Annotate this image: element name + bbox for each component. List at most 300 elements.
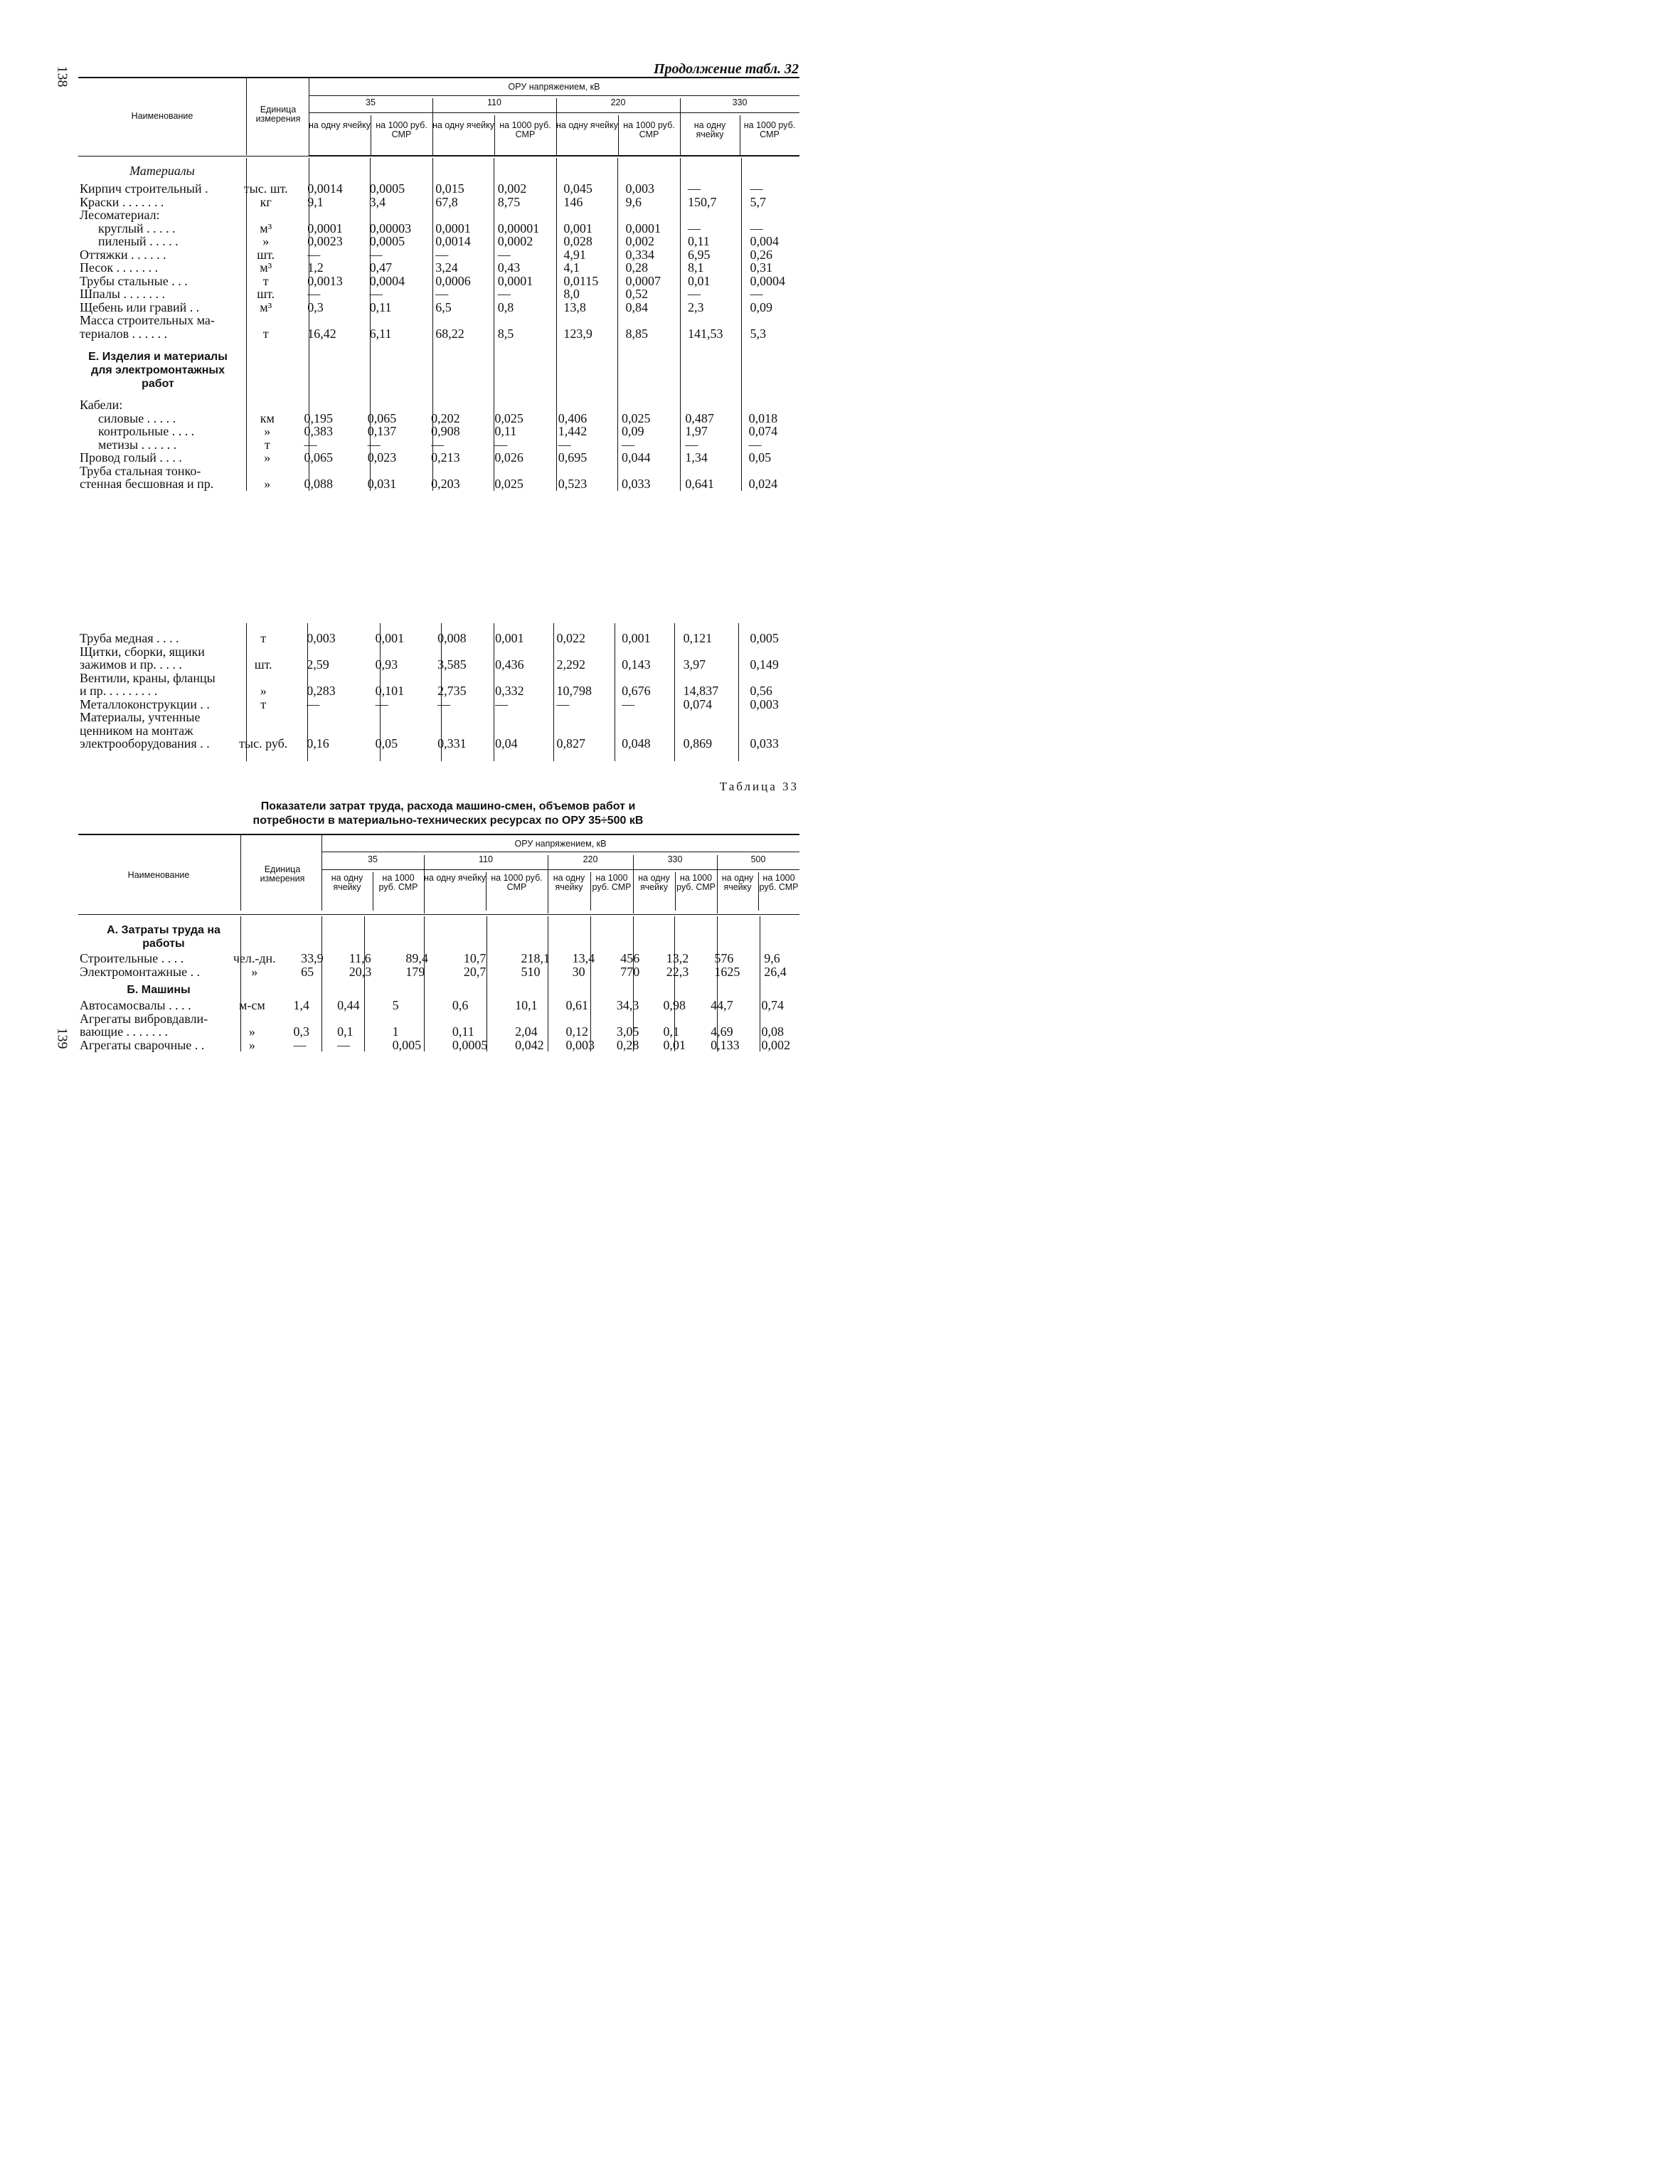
row-value: — — [435, 287, 449, 301]
row-value — [440, 1012, 502, 1026]
row-value: — — [622, 437, 634, 452]
table-row — [78, 465, 799, 478]
table33-header-rule — [78, 914, 799, 915]
row-value: 4,1 — [563, 260, 580, 275]
row-name: Вентили, краны, фланцы — [80, 670, 216, 685]
row-value: 0,003 — [565, 1037, 595, 1052]
data-table — [78, 182, 799, 340]
row-value — [425, 672, 482, 685]
row-value — [675, 314, 737, 327]
row-value — [482, 398, 545, 412]
row-value: 9,6 — [764, 951, 780, 965]
row-value — [613, 314, 675, 327]
table32-rows-materials — [78, 182, 799, 340]
row-unit: т — [262, 326, 269, 341]
row-value: 3,97 — [683, 657, 706, 672]
row-unit: т — [262, 273, 269, 288]
table-row — [78, 182, 799, 196]
row-value: 0,045 — [563, 181, 592, 196]
row-value: 0,1 — [337, 1024, 353, 1039]
table33-body — [78, 916, 799, 1051]
row-value: 0,044 — [622, 450, 651, 465]
row-value: 0,202 — [431, 410, 460, 425]
row-value: 179 — [405, 964, 425, 979]
row-value: 0,133 — [711, 1037, 740, 1052]
row-name: Щебень или гравий . . — [80, 299, 200, 314]
row-value — [482, 711, 543, 724]
divider — [680, 98, 681, 155]
table-row — [78, 425, 799, 438]
row-value: 10,798 — [556, 684, 592, 698]
row-value: 0,0005 — [369, 234, 405, 248]
row-value: 0,002 — [497, 181, 527, 196]
row-unit: шт. — [254, 657, 272, 672]
row-name: Оттяжки . . . . . . — [80, 247, 166, 262]
table-row — [78, 684, 799, 698]
row-value — [363, 711, 425, 724]
row-value: 0,43 — [497, 260, 521, 275]
row-value — [294, 672, 362, 685]
row-unit: » — [264, 477, 271, 491]
row-value: 1,2 — [307, 260, 324, 275]
subheader-per-cell: на одну ячейку — [432, 120, 494, 130]
row-value: 0,003 — [625, 181, 654, 196]
row-value: — — [435, 247, 449, 262]
subheader-per-1000: на 1000 руб. СМР — [378, 873, 418, 893]
table33-col-name: Наименование — [127, 870, 190, 880]
subheader-per-1000: на 1000 руб. СМР — [491, 873, 543, 893]
row-value: 9,1 — [307, 194, 324, 209]
subheader-per-cell: на одну ячейку — [693, 120, 726, 140]
row-value: 0,0004 — [369, 273, 405, 288]
divider — [556, 98, 557, 155]
row-value: 0,334 — [625, 247, 654, 262]
row-value: 0,101 — [375, 684, 405, 698]
row-name: Песок . . . . . . . — [80, 260, 159, 275]
row-value — [294, 314, 356, 327]
divider — [618, 115, 619, 155]
row-unit: кг — [260, 194, 272, 209]
voltage-110: 110 — [487, 97, 501, 107]
row-name: электрооборудования . . — [80, 736, 210, 751]
table-row — [78, 327, 799, 341]
row-name: Металлоконструкции . . — [80, 696, 210, 711]
table32-rows-electro — [78, 398, 799, 491]
row-value: 1,97 — [685, 424, 708, 438]
row-value: — — [497, 287, 511, 301]
row-value — [544, 645, 610, 659]
row-value: 141,53 — [687, 326, 723, 341]
row-name: Электромонтажные . . — [80, 964, 201, 979]
row-name: Масса строительных ма- — [80, 313, 215, 327]
voltage-330: 330 — [732, 97, 748, 107]
data-table — [78, 999, 799, 1051]
table32-body-part2 — [78, 623, 799, 763]
table-row — [78, 412, 799, 425]
table-row — [78, 301, 799, 314]
row-unit — [237, 208, 294, 222]
continuation-label: Продолжение табл. 32 — [653, 61, 799, 77]
row-value: 0,16 — [307, 736, 329, 751]
voltage-35: 35 — [368, 854, 378, 864]
row-value — [357, 208, 423, 222]
row-value: 0,01 — [687, 273, 711, 288]
row-value: 0,0023 — [307, 234, 343, 248]
row-value: — — [431, 437, 445, 452]
row-value: 0,005 — [392, 1037, 422, 1052]
row-value: 0,31 — [750, 260, 772, 275]
table32-col-name: Наименование — [131, 111, 193, 121]
row-value: 0,0001 — [497, 273, 533, 288]
row-value: 456 — [620, 951, 640, 965]
row-value — [425, 711, 482, 724]
subheader-per-1000: на 1000 руб. СМР — [499, 120, 551, 140]
row-value: 0,002 — [625, 234, 654, 248]
row-value: 0,003 — [750, 696, 779, 711]
row-value: 0,203 — [431, 477, 460, 491]
table32-header — [78, 78, 799, 157]
row-value — [422, 208, 484, 222]
row-unit: т — [260, 696, 267, 711]
row-value — [553, 1012, 604, 1026]
section-e: Е. Изделия и материалы для электромонтажных работ — [88, 351, 228, 390]
row-value: 0,283 — [307, 684, 336, 698]
row-value — [418, 465, 482, 478]
row-unit: » — [251, 964, 258, 979]
row-value: 0,033 — [750, 736, 779, 751]
row-value — [355, 398, 418, 412]
row-value: 13,8 — [563, 299, 586, 314]
section-materials: Материалы — [129, 164, 195, 178]
row-value: 0,002 — [761, 1037, 790, 1052]
row-value: 0,11 — [369, 299, 392, 314]
divider — [321, 869, 799, 870]
row-unit: тыс. руб. — [239, 736, 288, 751]
row-value: 0,00003 — [369, 221, 412, 235]
row-value: — — [685, 437, 698, 452]
row-value: 576 — [714, 951, 734, 965]
row-unit: шт. — [257, 247, 275, 262]
row-value — [482, 645, 543, 659]
table-row — [78, 275, 799, 288]
row-value: 0,98 — [663, 998, 686, 1012]
row-value: 770 — [620, 964, 640, 979]
row-value: — — [437, 696, 451, 711]
row-value: 123,9 — [563, 326, 592, 341]
voltage-220: 220 — [583, 854, 598, 864]
row-value: — — [687, 181, 701, 196]
row-value: 0,908 — [431, 424, 460, 438]
row-value: 0,6 — [452, 998, 469, 1012]
row-name: Труба медная . . . . — [80, 631, 179, 645]
row-value: — — [687, 287, 701, 301]
row-unit: м³ — [260, 299, 272, 314]
row-unit — [233, 672, 294, 685]
divider — [633, 855, 634, 913]
table-row — [78, 1025, 799, 1039]
row-value — [544, 711, 610, 724]
row-value — [675, 208, 737, 222]
row-value: 44,7 — [711, 998, 733, 1012]
row-value: — — [497, 247, 511, 262]
row-value: 0,026 — [494, 450, 523, 465]
row-value — [736, 465, 799, 478]
table-row — [78, 196, 799, 209]
row-value — [672, 398, 735, 412]
row-value: 0,84 — [625, 299, 648, 314]
row-name: Трубы стальные . . . — [80, 273, 188, 288]
row-value: 6,5 — [435, 299, 452, 314]
row-value — [482, 465, 545, 478]
row-value: 22,3 — [666, 964, 689, 979]
row-value: 0,8 — [497, 299, 514, 314]
row-value: 13,2 — [666, 951, 689, 965]
row-value: 0,0004 — [750, 273, 785, 288]
table-row — [78, 222, 799, 235]
row-value: 1,4 — [293, 998, 309, 1012]
row-value — [418, 398, 482, 412]
row-name: Шпалы . . . . . . . — [80, 287, 166, 301]
table32-header-rule — [78, 156, 799, 157]
row-value: 0,033 — [622, 477, 651, 491]
row-unit: » — [260, 684, 267, 698]
row-value — [749, 1012, 800, 1026]
subheader-per-cell: на одну ячейку — [556, 120, 618, 130]
table33-col-unit: Единица измерения — [260, 864, 305, 884]
row-value: 2,59 — [307, 657, 329, 672]
row-value: 8,0 — [563, 287, 580, 301]
row-value: 510 — [521, 964, 541, 979]
row-unit: т — [264, 437, 270, 452]
row-value: 0,09 — [750, 299, 772, 314]
row-value: 1,34 — [685, 450, 708, 465]
table33-label: Таблица 33 — [719, 780, 799, 793]
row-name: пиленый . . . . . — [98, 234, 179, 248]
row-value: 0,436 — [495, 657, 524, 672]
subheader-per-cell: на одну ячейку — [331, 873, 363, 893]
row-unit: т — [260, 631, 267, 645]
row-value — [363, 672, 425, 685]
row-value — [363, 645, 425, 659]
row-value: 0,11 — [494, 424, 517, 438]
row-value — [672, 465, 735, 478]
row-name: Щитки, сборки, ящики — [80, 644, 205, 659]
table-row — [78, 287, 799, 301]
row-value: 0,61 — [565, 998, 588, 1012]
row-value — [485, 208, 551, 222]
row-value: 0,0013 — [307, 273, 343, 288]
row-value: 0,1 — [663, 1024, 680, 1039]
row-value: 2,04 — [515, 1024, 538, 1039]
row-name: Автосамосвалы . . . . — [80, 998, 191, 1012]
row-unit — [237, 314, 294, 327]
row-value: 1 — [392, 1024, 399, 1039]
table-row — [78, 711, 799, 724]
row-value: 0,0006 — [435, 273, 471, 288]
subheader-per-1000: на 1000 руб. СМР — [592, 873, 632, 893]
row-value: 0,004 — [750, 234, 779, 248]
row-value: 0,383 — [304, 424, 333, 438]
row-name: Материалы, учтенные — [80, 710, 201, 724]
table-row — [78, 999, 799, 1012]
row-value — [425, 724, 482, 738]
row-value: 10,1 — [515, 998, 538, 1012]
voltage-500: 500 — [750, 854, 766, 864]
row-name: силовые . . . . . — [98, 410, 176, 425]
row-value — [482, 724, 543, 738]
row-unit: » — [264, 450, 271, 465]
table32-col-unit: Единица измерения — [255, 105, 301, 124]
divider — [675, 872, 676, 911]
row-unit: м³ — [260, 260, 272, 275]
row-value: 3,24 — [435, 260, 458, 275]
table33-group-header: ОРУ напряжением, кВ — [514, 839, 607, 849]
row-value: — — [622, 696, 635, 711]
row-value: 0,195 — [304, 410, 333, 425]
row-value: — — [293, 1037, 307, 1052]
voltage-330: 330 — [667, 854, 683, 864]
row-unit — [233, 711, 294, 724]
table-row — [78, 477, 799, 491]
row-value: 2,292 — [556, 657, 586, 672]
row-unit — [243, 465, 291, 478]
table-row — [78, 632, 799, 645]
row-value — [294, 724, 362, 738]
table33-caption-line1: Показатели затрат труда, расхода машино-смен, объемов работ и — [260, 800, 636, 812]
row-value: 20,7 — [463, 964, 487, 979]
row-value: 0,47 — [369, 260, 393, 275]
row-value: 0,56 — [750, 684, 772, 698]
row-value: 0,331 — [437, 736, 467, 751]
row-value — [651, 1012, 698, 1026]
row-value: 0,003 — [307, 631, 336, 645]
subheader-per-cell: на одну ячейку — [424, 873, 486, 883]
row-value: 0,031 — [367, 477, 397, 491]
row-value — [609, 465, 672, 478]
row-value: 0,018 — [748, 410, 778, 425]
table32-rows-continued — [78, 632, 799, 751]
row-unit: » — [248, 1037, 255, 1052]
row-value: 0,676 — [622, 684, 651, 698]
row-value: 0,28 — [616, 1037, 639, 1052]
row-value — [294, 645, 362, 659]
row-value: 10,7 — [463, 951, 487, 965]
table-row — [78, 724, 799, 738]
row-value: 0,406 — [558, 410, 588, 425]
subheader-per-cell: на одну ячейку — [553, 873, 585, 893]
row-value: 0,3 — [307, 299, 324, 314]
table-row — [78, 248, 799, 262]
row-value — [546, 465, 609, 478]
row-value: — — [304, 437, 317, 452]
row-value: 8,75 — [497, 194, 521, 209]
row-value: — — [307, 696, 320, 711]
row-value: 0,0001 — [625, 221, 661, 235]
row-value: — — [750, 181, 763, 196]
row-value: 9,6 — [625, 194, 642, 209]
row-value: 0,001 — [495, 631, 524, 645]
row-name: метизы . . . . . . — [98, 437, 177, 452]
row-value — [546, 398, 609, 412]
row-name: стенная бесшовная и пр. — [80, 477, 214, 491]
row-value: 0,0001 — [435, 221, 471, 235]
row-name: териалов . . . . . . — [80, 326, 168, 341]
row-value: 0,01 — [663, 1037, 686, 1052]
row-value: 0,074 — [748, 424, 778, 438]
row-value: 0,05 — [375, 736, 398, 751]
row-unit: чел.-дн. — [233, 951, 276, 965]
page-number-left: 138 — [54, 65, 70, 88]
voltage-220: 220 — [610, 97, 626, 107]
row-value — [544, 724, 610, 738]
row-value — [671, 711, 738, 724]
row-value: 0,12 — [565, 1024, 588, 1039]
table-row — [78, 737, 799, 751]
row-value — [551, 208, 612, 222]
subheader-per-1000: на 1000 руб. СМР — [759, 873, 799, 893]
row-value — [291, 398, 354, 412]
row-value — [357, 314, 423, 327]
row-value: — — [558, 437, 571, 452]
row-value: 0,001 — [375, 631, 405, 645]
row-value — [551, 314, 612, 327]
row-value: 1625 — [714, 964, 740, 979]
table33-rows-labor — [78, 952, 799, 978]
row-value: 0,025 — [494, 477, 523, 491]
divider — [486, 872, 487, 911]
row-value — [604, 1012, 651, 1026]
row-value: 0,93 — [375, 657, 398, 672]
row-unit: » — [264, 424, 271, 438]
row-value: 0,26 — [750, 247, 772, 262]
row-value — [294, 711, 362, 724]
table-row — [78, 208, 799, 222]
row-value — [380, 1012, 440, 1026]
subheader-per-1000: на 1000 руб. СМР — [623, 120, 675, 140]
row-value: 0,074 — [683, 696, 713, 711]
row-value: 0,137 — [367, 424, 397, 438]
row-value: 0,3 — [293, 1024, 309, 1039]
row-value — [737, 208, 799, 222]
table-row — [78, 398, 799, 412]
row-value: 0,0007 — [625, 273, 661, 288]
table32-body-part1 — [78, 158, 799, 492]
row-value: 0,001 — [622, 631, 651, 645]
row-value: 0,088 — [304, 477, 333, 491]
divider — [424, 855, 425, 913]
row-value: — — [495, 696, 509, 711]
divider — [432, 98, 433, 155]
row-name: вающие . . . . . . . — [80, 1024, 169, 1039]
row-value — [609, 672, 670, 685]
row-name: зажимов и пр. . . . . — [80, 657, 182, 672]
row-value: 0,001 — [563, 221, 592, 235]
row-name: круглый . . . . . — [98, 221, 176, 235]
row-value: 0,0005 — [369, 181, 405, 196]
section-b: Б. Машины — [127, 984, 191, 996]
row-value: 0,04 — [495, 736, 518, 751]
row-unit: шт. — [257, 287, 275, 301]
row-value: 0,0014 — [307, 181, 343, 196]
row-value: 0,695 — [558, 450, 588, 465]
row-value — [737, 672, 799, 685]
row-value: 0,0005 — [452, 1037, 488, 1052]
row-value — [609, 645, 670, 659]
data-table — [78, 952, 799, 978]
divider — [717, 855, 718, 913]
row-value: 5 — [392, 998, 399, 1012]
row-value: 0,143 — [622, 657, 651, 672]
